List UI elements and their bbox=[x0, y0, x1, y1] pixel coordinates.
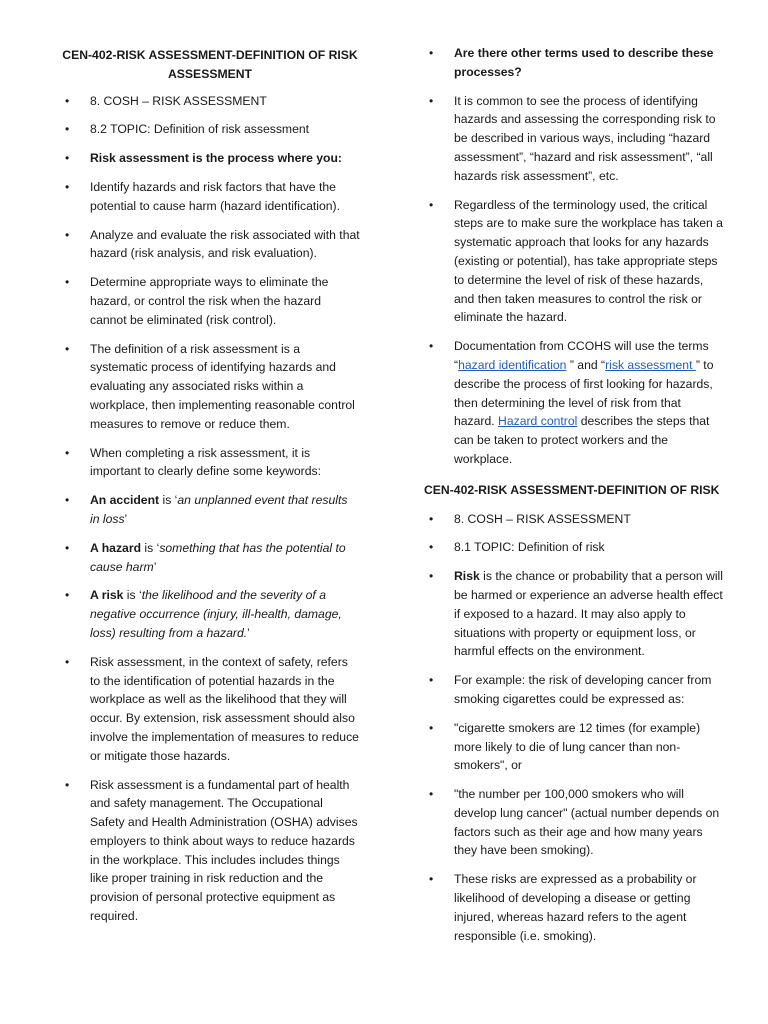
bullet: • bbox=[429, 787, 434, 802]
hazard-identification-link[interactable]: hazard identification bbox=[458, 357, 567, 372]
list-item bbox=[60, 178, 360, 216]
list-item bbox=[60, 776, 360, 926]
bullet: • bbox=[429, 197, 434, 212]
text: describes the steps that can be taken to protect workers and the workplace. bbox=[454, 414, 710, 466]
bullet: • bbox=[65, 493, 70, 508]
left-column bbox=[60, 0, 360, 926]
term: A hazard bbox=[90, 540, 142, 555]
risk-assessment-link[interactable]: risk assessment bbox=[605, 357, 696, 372]
bullet: • bbox=[65, 445, 70, 460]
item-text: 8. COSH – RISK ASSESSMENT bbox=[454, 511, 631, 526]
list-item bbox=[424, 719, 724, 775]
item-text: Analyze and evaluate the risk associated with that hazard (risk analysis, and risk evaluation). bbox=[90, 227, 360, 261]
item-text: 8. COSH – RISK ASSESSMENT bbox=[90, 93, 267, 108]
list-item bbox=[60, 653, 360, 766]
document-title: CEN-402-RISK ASSESSMENT-DEFINITION OF RISK ASSESSMENT bbox=[62, 48, 358, 81]
definition: the likelihood and the severity of a negative occurrence (injury, ill-health, damage, loss) resulting from a hazard. bbox=[90, 588, 342, 640]
list-item bbox=[424, 538, 724, 557]
quote-end: ’ bbox=[153, 559, 157, 574]
bullet: • bbox=[65, 151, 70, 166]
item-text bbox=[454, 337, 724, 469]
list-item-accident bbox=[60, 491, 360, 529]
bullet: • bbox=[65, 341, 70, 356]
list-item bbox=[60, 92, 360, 111]
item-text: Determine appropriate ways to eliminate the hazard, or control the risk when the hazard cannot be eliminated (risk control). bbox=[90, 275, 329, 327]
bullet: • bbox=[65, 654, 70, 669]
item-text: Regardless of the terminology used, the critical steps are to make sure the workplace has taken a systematic approach that looks for any hazards (existing or potential), has take appropriate steps to determine the level of risk of these hazards, and then taken measures to control the risk or eliminate the hazard. bbox=[454, 197, 723, 325]
bullet: • bbox=[65, 777, 70, 792]
item-text: For example: the risk of developing cancer from smoking cigarettes could be expressed as: bbox=[454, 673, 712, 706]
bullet: • bbox=[65, 179, 70, 194]
term: An accident bbox=[90, 493, 160, 508]
bullet: • bbox=[65, 227, 70, 242]
list-item-hazard bbox=[60, 539, 360, 577]
item-text: "cigarette smokers are 12 times (for example) more likely to die of lung cancer than non-smokers", or bbox=[454, 720, 701, 773]
bullet: • bbox=[429, 673, 434, 688]
text: Documentation from CCOHS will use the terms “ bbox=[454, 339, 709, 372]
is: is ‘ bbox=[141, 540, 160, 555]
item-text: Are there other terms used to describe these processes? bbox=[454, 46, 714, 79]
bullet: • bbox=[429, 93, 434, 108]
list-item-risk-definition bbox=[424, 567, 724, 661]
definition: an unplanned event that results in loss bbox=[90, 493, 348, 526]
list-item bbox=[60, 273, 360, 329]
bullet: • bbox=[429, 540, 434, 555]
list-item bbox=[424, 870, 724, 945]
list-item bbox=[424, 196, 724, 328]
is: is ‘ bbox=[159, 493, 178, 508]
text: ” and “ bbox=[566, 357, 606, 372]
item-text: Risk assessment is the process where you: bbox=[90, 151, 342, 166]
list-item-risk bbox=[60, 586, 360, 642]
right-column bbox=[424, 0, 724, 945]
bullet: • bbox=[65, 122, 70, 137]
bullet: • bbox=[429, 720, 434, 735]
list-item bbox=[60, 444, 360, 482]
list-item bbox=[424, 44, 724, 82]
list-item bbox=[60, 120, 360, 139]
section-title: CEN-402-RISK ASSESSMENT-DEFINITION OF RISK bbox=[424, 482, 720, 497]
list-item bbox=[424, 785, 724, 860]
bullet: • bbox=[429, 46, 434, 60]
term: A risk bbox=[90, 588, 124, 603]
quote-end: ’ bbox=[124, 511, 128, 526]
bullet: • bbox=[429, 339, 434, 354]
is: is ‘ bbox=[123, 588, 142, 603]
list-item bbox=[424, 510, 724, 529]
item-text bbox=[454, 567, 724, 661]
item-text: Risk assessment, in the context of safety, refers to the identification of potential hazards in the workplace as well as the likelihood that they will occur. By extension, risk assessment should also involve the implementation of measures to reduce or mitigate those hazards. bbox=[90, 654, 359, 763]
term: Risk bbox=[454, 569, 480, 584]
hazard-control-link[interactable]: Hazard control bbox=[498, 414, 578, 429]
definition: something that has the potential to cause harm bbox=[90, 540, 346, 574]
bullet: • bbox=[65, 540, 70, 555]
item-text: Risk assessment is a fundamental part of health and safety management. The Occupational Safety and Health Administration (OSHA) advises employers to think about ways to reduce hazards in the workplace. This includes includes things like proper training in risk reduction and the provision of personal protective equipment as required. bbox=[90, 777, 358, 924]
item-text: 8.1 TOPIC: Definition of risk bbox=[454, 540, 605, 555]
item-text: These risks are expressed as a probability or likelihood of developing a disease or getting injured, whereas hazard refers to the agent responsible (i.e. smoking). bbox=[454, 872, 697, 943]
item-text: Identify hazards and risk factors that have the potential to cause harm (hazard identification). bbox=[90, 179, 340, 213]
item-text: "the number per 100,000 smokers who will develop lung cancer" (actual number depends on factors such as their age and how many years they have been smoking). bbox=[454, 787, 720, 858]
list-item bbox=[60, 226, 360, 264]
text: is the chance or probability that a person will be harmed or experience an adverse health effect if exposed to a hazard. It may also apply to situations with property or equipment loss, or harmful effects on the environment. bbox=[454, 569, 723, 659]
item-text: 8.2 TOPIC: Definition of risk assessment bbox=[90, 122, 310, 137]
item-text bbox=[90, 586, 360, 642]
bullet: • bbox=[65, 275, 70, 290]
bullet: • bbox=[429, 569, 434, 584]
list-item bbox=[424, 671, 724, 709]
list-item bbox=[60, 340, 360, 434]
text: ” to describe the process of first looking for hazards, then determining the level of risk from that hazard. bbox=[454, 357, 714, 429]
item-text: When completing a risk assessment, it is important to clearly define some keywords: bbox=[90, 445, 321, 479]
bullet: • bbox=[65, 588, 70, 603]
list-item-ccohs bbox=[424, 337, 724, 469]
item-text bbox=[90, 539, 360, 577]
list-item bbox=[60, 149, 360, 168]
item-text bbox=[90, 491, 360, 529]
list-item bbox=[424, 92, 724, 186]
bullet: • bbox=[429, 872, 434, 887]
item-text: The definition of a risk assessment is a systematic process of identifying hazards and evaluating any associated risks within a workplace, then implementing reasonable control measures to remove or reduce them. bbox=[90, 341, 355, 431]
item-text: It is common to see the process of identifying hazards and assessing the corresponding risk to be described in various ways, including “hazard assessment”, “hazard and risk assessment”, “all hazards risk assessment”, etc. bbox=[454, 93, 716, 183]
bullet: • bbox=[65, 93, 70, 108]
quote-end: ’ bbox=[247, 625, 250, 640]
bullet: • bbox=[429, 511, 434, 526]
